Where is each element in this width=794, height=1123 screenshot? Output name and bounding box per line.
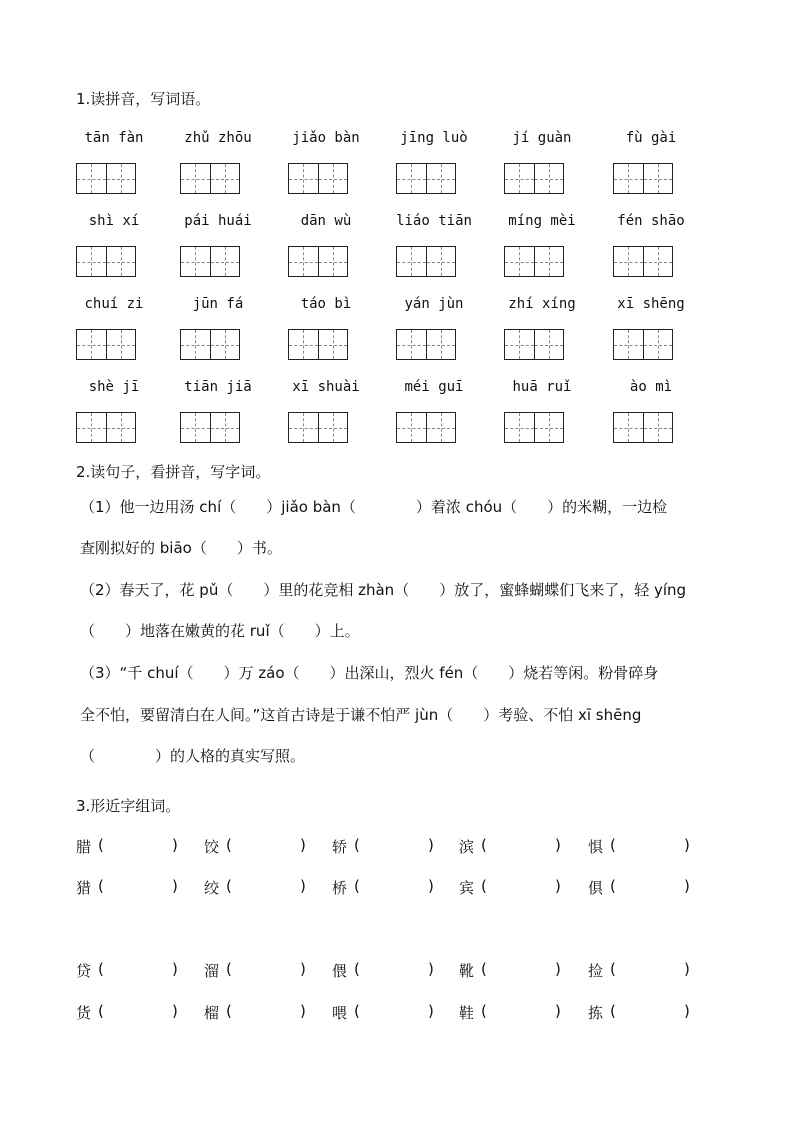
writing-cell[interactable] bbox=[426, 164, 456, 193]
pinyin-label: yán jùn bbox=[404, 296, 464, 312]
answer-blank[interactable] bbox=[493, 877, 553, 897]
character-label: 宾 bbox=[459, 879, 475, 897]
writing-cell[interactable] bbox=[318, 247, 348, 276]
writing-cell[interactable] bbox=[106, 330, 136, 359]
pinyin-label: dān wù bbox=[300, 213, 352, 229]
answer-blank[interactable] bbox=[110, 960, 170, 980]
answer-blank[interactable] bbox=[110, 836, 170, 856]
answer-paren-open: ( bbox=[226, 1002, 232, 1020]
answer-paren-close: ) bbox=[428, 836, 434, 854]
writing-grid[interactable] bbox=[504, 246, 564, 277]
character-label: 轿 bbox=[332, 838, 348, 856]
writing-grid[interactable] bbox=[288, 246, 348, 277]
character-label: 滨 bbox=[459, 838, 475, 856]
pinyin-label: pái huái bbox=[184, 213, 252, 229]
writing-cell[interactable] bbox=[77, 164, 106, 193]
writing-cell[interactable] bbox=[318, 413, 348, 442]
writing-cell[interactable] bbox=[534, 330, 564, 359]
writing-cell[interactable] bbox=[426, 330, 456, 359]
pinyin-label: xī shuài bbox=[292, 379, 360, 395]
writing-cell[interactable] bbox=[289, 413, 318, 442]
pinyin-label: ào mì bbox=[629, 379, 673, 395]
writing-cell[interactable] bbox=[181, 164, 210, 193]
answer-blank[interactable] bbox=[110, 1002, 170, 1022]
pinyin-label: tān fàn bbox=[84, 130, 144, 146]
writing-cell[interactable] bbox=[534, 413, 564, 442]
writing-cell[interactable] bbox=[77, 247, 106, 276]
pinyin-label: shì xí bbox=[88, 213, 140, 229]
answer-paren-close: ) bbox=[684, 1002, 690, 1020]
writing-cell[interactable] bbox=[210, 164, 240, 193]
pinyin-label: jí guàn bbox=[512, 130, 572, 146]
writing-cell[interactable] bbox=[210, 247, 240, 276]
answer-paren-open: ( bbox=[226, 960, 232, 978]
answer-blank[interactable] bbox=[622, 877, 682, 897]
answer-paren-open: ( bbox=[610, 836, 616, 854]
writing-grid[interactable] bbox=[396, 163, 456, 194]
writing-grid[interactable] bbox=[396, 412, 456, 443]
writing-cell[interactable] bbox=[397, 413, 426, 442]
section-2-title: 2.读句子，看拼音，写字词。 bbox=[76, 463, 271, 481]
answer-blank[interactable] bbox=[493, 1002, 553, 1022]
writing-cell[interactable] bbox=[505, 164, 534, 193]
answer-blank[interactable] bbox=[622, 960, 682, 980]
writing-cell[interactable] bbox=[210, 330, 240, 359]
writing-cell[interactable] bbox=[534, 247, 564, 276]
pinyin-label: liáo tiān bbox=[396, 213, 472, 229]
answer-paren-open: ( bbox=[481, 836, 487, 854]
writing-cell[interactable] bbox=[505, 330, 534, 359]
writing-grid[interactable] bbox=[180, 412, 240, 443]
answer-paren-close: ) bbox=[428, 1002, 434, 1020]
writing-cell[interactable] bbox=[181, 413, 210, 442]
answer-blank[interactable] bbox=[366, 877, 426, 897]
answer-paren-open: ( bbox=[98, 836, 104, 854]
answer-paren-close: ) bbox=[300, 960, 306, 978]
pinyin-label: shè jī bbox=[88, 379, 140, 395]
writing-grid[interactable] bbox=[76, 246, 136, 277]
writing-cell[interactable] bbox=[397, 164, 426, 193]
writing-cell[interactable] bbox=[318, 330, 348, 359]
writing-grid[interactable] bbox=[76, 163, 136, 194]
writing-grid[interactable] bbox=[613, 329, 673, 360]
writing-cell[interactable] bbox=[397, 330, 426, 359]
sentence-line: （ ）的人格的真实写照。 bbox=[80, 747, 306, 765]
answer-paren-close: ) bbox=[172, 960, 178, 978]
writing-grid[interactable] bbox=[180, 329, 240, 360]
writing-cell[interactable] bbox=[397, 247, 426, 276]
answer-paren-close: ) bbox=[172, 1002, 178, 1020]
pinyin-label: táo bì bbox=[300, 296, 352, 312]
pinyin-label: méi guī bbox=[404, 379, 464, 395]
answer-paren-close: ) bbox=[555, 836, 561, 854]
character-label: 靴 bbox=[459, 962, 475, 980]
writing-grid[interactable] bbox=[504, 163, 564, 194]
character-label: 绞 bbox=[204, 879, 220, 897]
character-label: 货 bbox=[76, 1004, 92, 1022]
writing-cell[interactable] bbox=[318, 164, 348, 193]
writing-cell[interactable] bbox=[614, 330, 643, 359]
writing-cell[interactable] bbox=[289, 247, 318, 276]
pinyin-label: chuí zi bbox=[84, 296, 144, 312]
character-label: 榴 bbox=[204, 1004, 220, 1022]
answer-blank[interactable] bbox=[493, 960, 553, 980]
answer-paren-open: ( bbox=[98, 960, 104, 978]
answer-paren-close: ) bbox=[555, 960, 561, 978]
writing-cell[interactable] bbox=[77, 413, 106, 442]
writing-grid[interactable] bbox=[180, 163, 240, 194]
character-label: 溜 bbox=[204, 962, 220, 980]
writing-cell[interactable] bbox=[106, 247, 136, 276]
character-label: 偎 bbox=[332, 962, 348, 980]
writing-grid[interactable] bbox=[180, 246, 240, 277]
writing-cell[interactable] bbox=[534, 164, 564, 193]
answer-paren-open: ( bbox=[354, 960, 360, 978]
answer-paren-open: ( bbox=[610, 877, 616, 895]
sentence-line: （1）他一边用汤 chí（ ）jiǎo bàn（ ）着浓 chóu（ ）的米糊，一边检 bbox=[80, 498, 668, 516]
writing-cell[interactable] bbox=[614, 164, 643, 193]
writing-cell[interactable] bbox=[505, 413, 534, 442]
pinyin-label: tiān jiā bbox=[184, 379, 252, 395]
character-label: 喂 bbox=[332, 1004, 348, 1022]
pinyin-label: jīng luò bbox=[400, 130, 468, 146]
answer-paren-open: ( bbox=[354, 836, 360, 854]
writing-cell[interactable] bbox=[643, 247, 673, 276]
pinyin-label: huā ruǐ bbox=[512, 379, 572, 395]
answer-paren-open: ( bbox=[98, 877, 104, 895]
writing-grid[interactable] bbox=[76, 412, 136, 443]
character-label: 猎 bbox=[76, 879, 92, 897]
character-label: 贷 bbox=[76, 962, 92, 980]
writing-grid[interactable] bbox=[504, 329, 564, 360]
sentence-line: 查刚拟好的 biāo（ ）书。 bbox=[80, 539, 282, 557]
answer-paren-close: ) bbox=[300, 836, 306, 854]
sentence-line: （ ）地落在嫩黄的花 ruǐ（ ）上。 bbox=[80, 622, 360, 640]
answer-blank[interactable] bbox=[238, 877, 298, 897]
answer-paren-close: ) bbox=[172, 877, 178, 895]
writing-cell[interactable] bbox=[614, 247, 643, 276]
answer-paren-open: ( bbox=[610, 960, 616, 978]
writing-grid[interactable] bbox=[613, 412, 673, 443]
character-label: 俱 bbox=[588, 879, 604, 897]
writing-cell[interactable] bbox=[210, 413, 240, 442]
answer-blank[interactable] bbox=[622, 1002, 682, 1022]
pinyin-label: zhǔ zhōu bbox=[184, 130, 252, 146]
pinyin-label: míng mèi bbox=[508, 213, 576, 229]
answer-paren-close: ) bbox=[300, 877, 306, 895]
writing-grid[interactable] bbox=[76, 329, 136, 360]
pinyin-label: fù gài bbox=[625, 130, 677, 146]
section-1-title: 1.读拼音，写词语。 bbox=[76, 90, 211, 108]
answer-paren-open: ( bbox=[610, 1002, 616, 1020]
writing-cell[interactable] bbox=[426, 247, 456, 276]
writing-cell[interactable] bbox=[106, 413, 136, 442]
answer-paren-open: ( bbox=[481, 960, 487, 978]
answer-blank[interactable] bbox=[110, 877, 170, 897]
answer-paren-close: ) bbox=[684, 960, 690, 978]
writing-grid[interactable] bbox=[504, 412, 564, 443]
writing-cell[interactable] bbox=[289, 330, 318, 359]
answer-paren-open: ( bbox=[354, 1002, 360, 1020]
answer-blank[interactable] bbox=[238, 836, 298, 856]
answer-paren-open: ( bbox=[481, 1002, 487, 1020]
writing-cell[interactable] bbox=[181, 330, 210, 359]
answer-paren-close: ) bbox=[300, 1002, 306, 1020]
answer-paren-close: ) bbox=[684, 836, 690, 854]
sentence-line: 全不怕，要留清白在人间。”这首古诗是于谦不怕严 jùn（ ）考验、不怕 xī shēng bbox=[80, 706, 642, 724]
sentence-line: （2）春天了，花 pǔ（ ）里的花竞相 zhàn（ ）放了，蜜蜂蝴蝶们飞来了，轻 yíng bbox=[80, 581, 687, 599]
pinyin-label: xī shēng bbox=[617, 296, 685, 312]
writing-cell[interactable] bbox=[643, 164, 673, 193]
writing-cell[interactable] bbox=[643, 330, 673, 359]
writing-cell[interactable] bbox=[505, 247, 534, 276]
writing-cell[interactable] bbox=[289, 164, 318, 193]
answer-blank[interactable] bbox=[238, 1002, 298, 1022]
writing-cell[interactable] bbox=[181, 247, 210, 276]
pinyin-label: zhí xíng bbox=[508, 296, 576, 312]
answer-paren-close: ) bbox=[555, 877, 561, 895]
answer-paren-open: ( bbox=[226, 836, 232, 854]
writing-grid[interactable] bbox=[396, 329, 456, 360]
answer-paren-open: ( bbox=[354, 877, 360, 895]
writing-cell[interactable] bbox=[614, 413, 643, 442]
character-label: 拣 bbox=[588, 1004, 604, 1022]
answer-blank[interactable] bbox=[622, 836, 682, 856]
character-label: 鞋 bbox=[459, 1004, 475, 1022]
character-label: 惧 bbox=[588, 838, 604, 856]
pinyin-label: jūn fá bbox=[192, 296, 244, 312]
character-label: 桥 bbox=[332, 879, 348, 897]
answer-paren-open: ( bbox=[98, 1002, 104, 1020]
writing-grid[interactable] bbox=[288, 329, 348, 360]
answer-blank[interactable] bbox=[366, 960, 426, 980]
answer-paren-close: ) bbox=[684, 877, 690, 895]
pinyin-label: jiǎo bàn bbox=[292, 130, 360, 146]
writing-grid[interactable] bbox=[613, 163, 673, 194]
answer-blank[interactable] bbox=[366, 836, 426, 856]
answer-paren-open: ( bbox=[481, 877, 487, 895]
sentence-line: （3）“千 chuí（ ）万 záo（ ）出深山，烈火 fén（ ）烧若等闲。粉骨碎身 bbox=[80, 664, 659, 682]
character-label: 腊 bbox=[76, 838, 92, 856]
writing-cell[interactable] bbox=[106, 164, 136, 193]
answer-paren-open: ( bbox=[226, 877, 232, 895]
writing-cell[interactable] bbox=[77, 330, 106, 359]
answer-paren-close: ) bbox=[428, 960, 434, 978]
character-label: 饺 bbox=[204, 838, 220, 856]
writing-grid[interactable] bbox=[613, 246, 673, 277]
answer-paren-close: ) bbox=[172, 836, 178, 854]
writing-grid[interactable] bbox=[288, 163, 348, 194]
writing-grid[interactable] bbox=[396, 246, 456, 277]
writing-cell[interactable] bbox=[426, 413, 456, 442]
answer-blank[interactable] bbox=[238, 960, 298, 980]
section-3-title: 3.形近字组词。 bbox=[76, 797, 181, 815]
pinyin-label: fén shāo bbox=[617, 213, 685, 229]
answer-paren-close: ) bbox=[428, 877, 434, 895]
answer-paren-close: ) bbox=[555, 1002, 561, 1020]
answer-blank[interactable] bbox=[366, 1002, 426, 1022]
character-label: 捡 bbox=[588, 962, 604, 980]
answer-blank[interactable] bbox=[493, 836, 553, 856]
writing-grid[interactable] bbox=[288, 412, 348, 443]
writing-cell[interactable] bbox=[643, 413, 673, 442]
